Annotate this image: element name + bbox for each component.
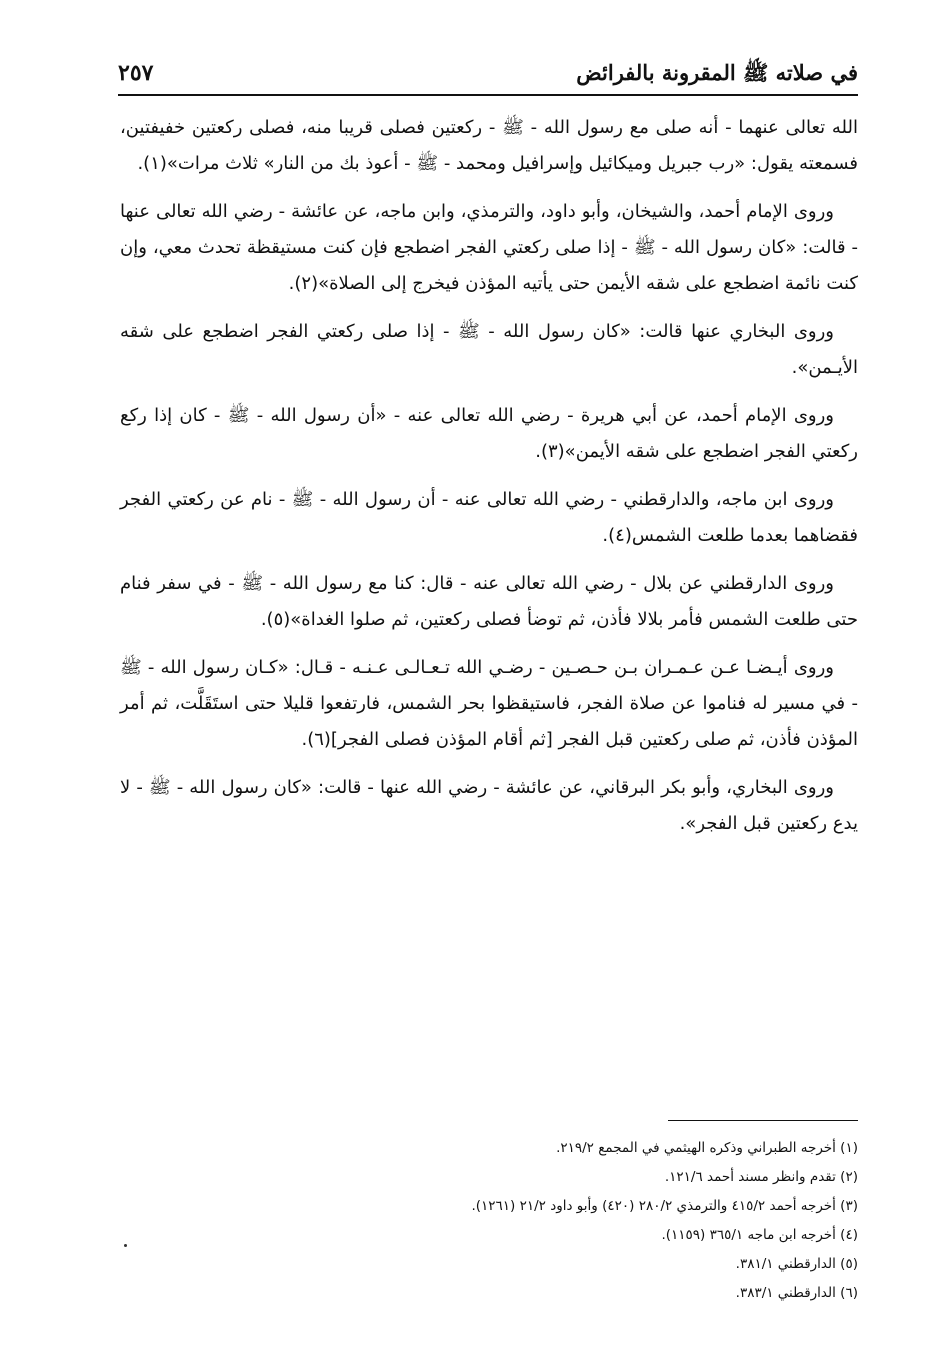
main-text [120,110,858,854]
footnote: (٥) الدارقطني ٣٨١/١. [735,1256,858,1272]
paragraph: وروى الإمام أحمد، عن أبي هريرة - رضي الله تعالى عنه - «أن رسول الله - ﷺ - كان إذا ركع ركعتي الفجر اضطجع على شقه الأيمن»(٣). [120,405,858,462]
footnote: (١) أخرجه الطبراني وذكره الهيثمي في المجمع ٢١٩/٢. [556,1140,858,1156]
page-number: ٢٥٧ [118,60,154,86]
scan-speck [124,1244,127,1247]
paragraph: وروى البخاري عنها قالت: «كان رسول الله - ﷺ - إذا صلى ركعتي الفجر اضطجع على شقه الأيـمن». [120,321,858,378]
footnote: (٢) تقدم وانظر مسند أحمد ١٢١/٦. [664,1169,858,1185]
footnotes [158,1134,858,1308]
paragraph: وروى ابن ماجه، والدارقطني - رضي الله تعالى عنه - أن رسول الله - ﷺ - نام عن ركعتي الفجر فقضاهما بعدما طلعت الشمس(٤). [120,489,858,546]
footnote: (٦) الدارقطني ٣٨٣/١. [735,1285,858,1301]
page-header [118,54,858,96]
paragraph: الله تعالى عنهما - أنه صلى مع رسول الله - ﷺ - ركعتين فصلى قريبا منه، فصلى ركعتين خفيفتين، فسمعته يقول: «رب جبريل وميكائيل وإسرافيل ومحمد - ﷺ - أعوذ بك من النار» ثلاث مرات»(١). [120,117,858,174]
footnote: (٤) أخرجه ابن ماجه ٣٦٥/١ (١١٥٩). [661,1227,858,1243]
paragraph: وروى البخاري، وأبو بكر البرقاني، عن عائشة - رضي الله عنها - قالت: «كان رسول الله - ﷺ - لا يدع ركعتين قبل الفجر». [120,777,858,834]
footnote-separator [668,1120,858,1121]
footnote: (٣) أخرجه أحمد ٤١٥/٢ والترمذي ٢٨٠/٢ (٤٢٠) وأبو داود ٢١/٢ (١٢٦١). [471,1198,858,1214]
paragraph: وروى الدارقطني عن بلال - رضي الله تعالى عنه - قال: كنا مع رسول الله - ﷺ - في سفر فنام حتى طلعت الشمس فأمر بلالا فأذن، ثم توضأ فصلى ركعتين، ثم صلوا الغداة»(٥). [120,573,858,630]
paragraph: وروى الإمام أحمد، والشيخان، وأبو داود، والترمذي، وابن ماجه، عن عائشة - رضي الله تعالى عنها - قالت: «كان رسول الله - ﷺ - إذا صلى ركعتي الفجر اضطجع فإن كنت مستيقظة تحدث معي، وإن كنت نائمة اضطجع على شقه الأيمن حتى يأتيه المؤذن فيخرج إلى الصلاة»(٢). [120,201,858,294]
paragraph: وروى أيـضـا عـن عـمـران بـن حـصـين - رضـي الله تـعـالـى عـنـه - قـال: «كـان رسول الله - ﷺ - في مسير له فناموا عن صلاة الفجر، فاستيقظوا بحر الشمس، فارتفعوا قليلا حتى استَقَلَّت، ثم أمر المؤذن فأذن، ثم صلى ركعتين قبل الفجر [ثم أقام المؤذن فصلى الفجر](٦). [120,657,858,750]
running-title: في صلاته ﷺ المقرونة بالفرائض [576,60,858,85]
